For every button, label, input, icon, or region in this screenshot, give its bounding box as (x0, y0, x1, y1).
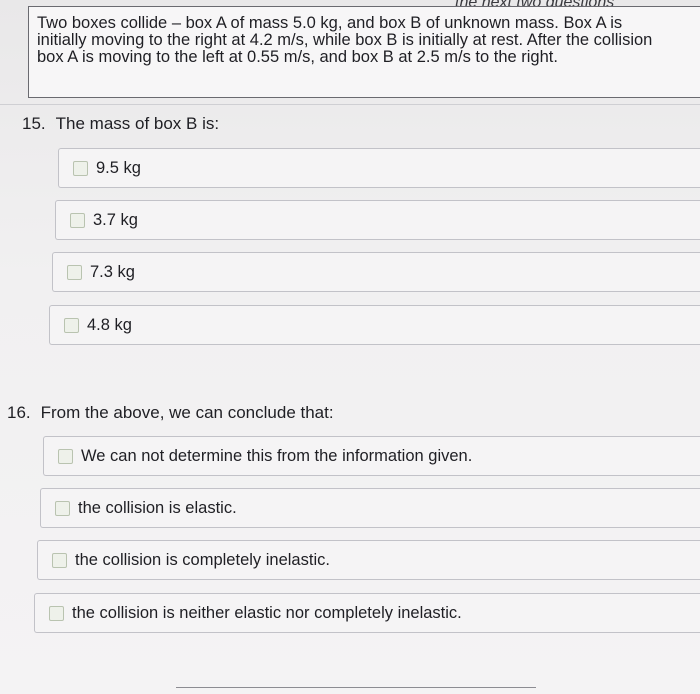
question-16-prompt (7, 403, 334, 423)
option-label: We can not determine this from the information given. (81, 446, 473, 465)
q15-option-2[interactable] (55, 200, 700, 240)
question-15-prompt (22, 114, 219, 134)
answer-checkbox[interactable] (67, 265, 82, 280)
answer-checkbox[interactable] (55, 501, 70, 516)
option-label: the collision is neither elastic nor completely inelastic. (72, 603, 462, 622)
answer-checkbox[interactable] (58, 449, 73, 464)
q16-option-4[interactable] (34, 593, 700, 633)
context-line: box A is moving to the left at 0.55 m/s, and box B at 2.5 m/s to the right. (37, 48, 558, 66)
option-label: the collision is completely inelastic. (75, 550, 330, 569)
question-number: 16. (7, 403, 31, 422)
q15-option-4[interactable] (49, 305, 700, 345)
answer-checkbox[interactable] (70, 213, 85, 228)
problem-context-text (37, 15, 700, 66)
answer-checkbox[interactable] (64, 318, 79, 333)
option-label: 3.7 kg (93, 210, 138, 229)
problem-context-box (28, 6, 700, 98)
section-divider (0, 104, 700, 105)
question-text: The mass of box B is: (55, 114, 220, 133)
answer-checkbox[interactable] (73, 161, 88, 176)
q16-option-2[interactable] (40, 488, 700, 528)
q16-option-3[interactable] (37, 540, 700, 580)
q16-option-1[interactable] (43, 436, 700, 476)
context-line: Two boxes collide – box A of mass 5.0 kg, and box B of unknown mass. Box A is (37, 14, 623, 32)
option-label: 9.5 kg (96, 158, 141, 177)
q15-option-1[interactable] (58, 148, 700, 188)
option-label: 7.3 kg (90, 262, 135, 281)
answer-checkbox[interactable] (52, 553, 67, 568)
question-text: From the above, we can conclude that: (40, 403, 334, 422)
q15-option-3[interactable] (52, 252, 700, 292)
bottom-divider (176, 687, 536, 688)
option-label: 4.8 kg (87, 315, 132, 334)
option-label: the collision is elastic. (78, 498, 237, 517)
question-number: 15. (22, 114, 46, 133)
context-line: initially moving to the right at 4.2 m/s, while box B is initially at rest. After the collision (37, 31, 653, 49)
answer-checkbox[interactable] (49, 606, 64, 621)
